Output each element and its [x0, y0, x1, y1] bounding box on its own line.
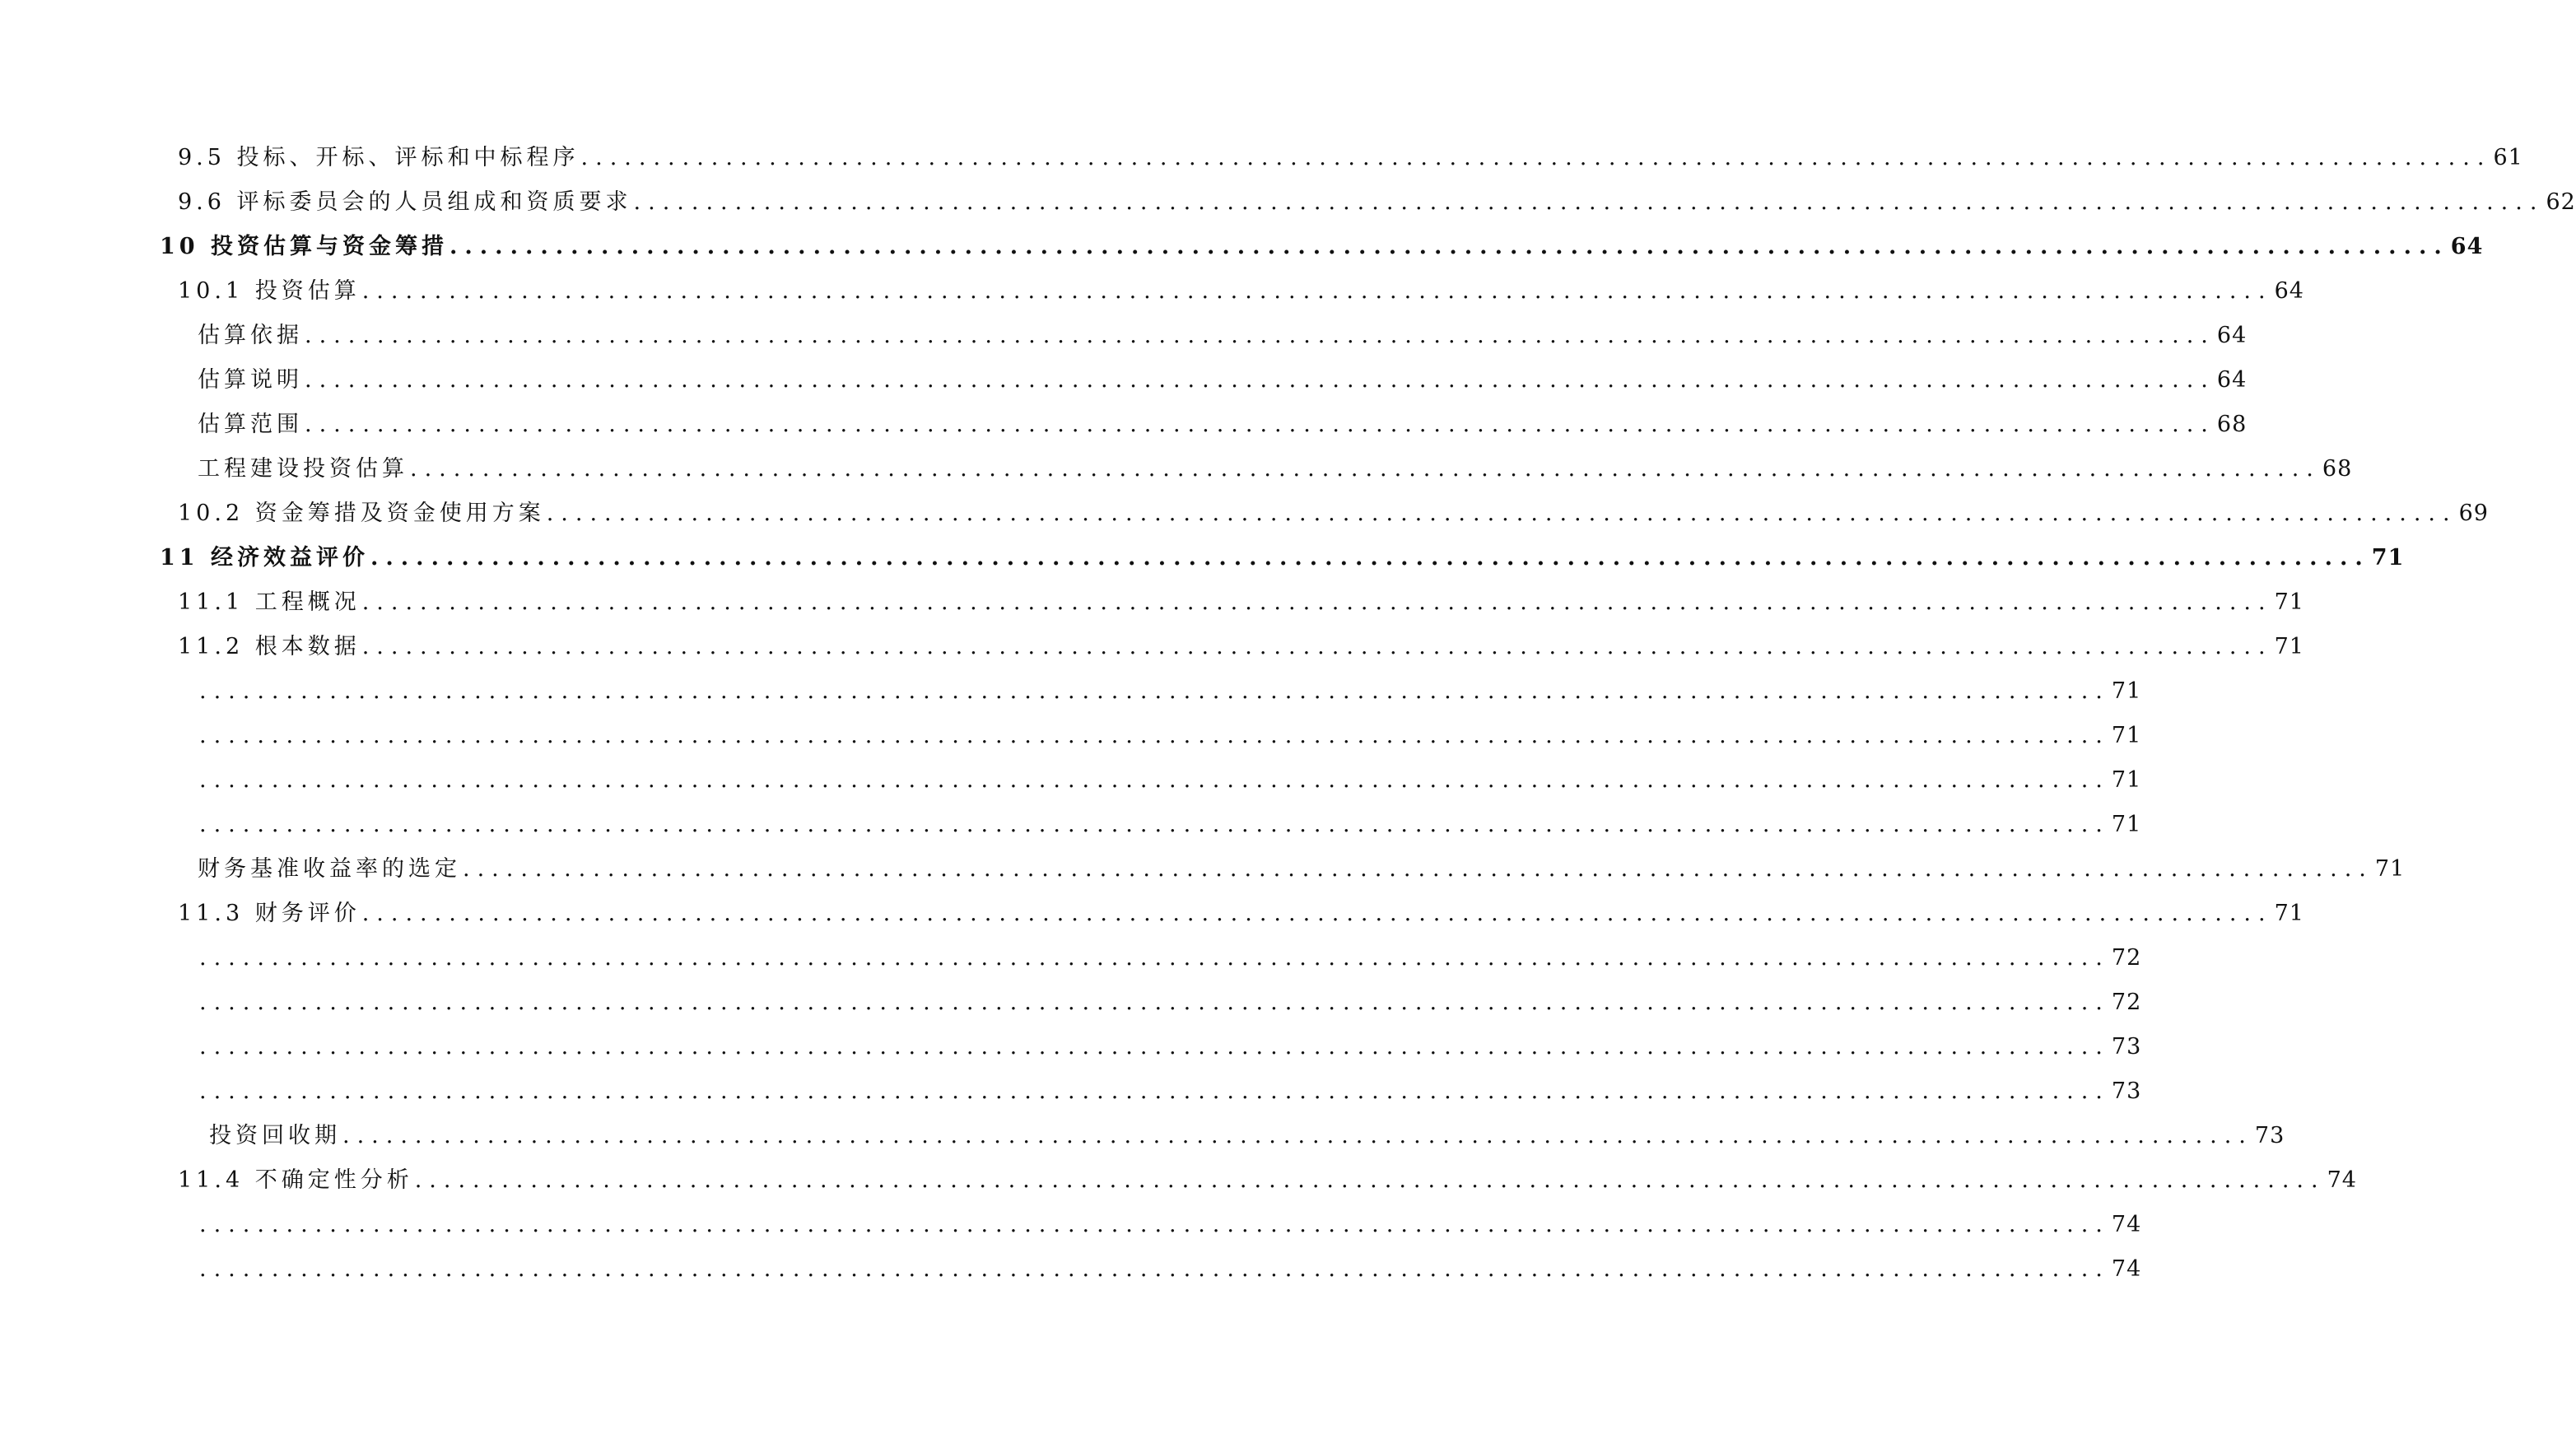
- toc-entry-page: 61: [2493, 145, 2523, 170]
- toc-subentry-page: 73: [2111, 1034, 2142, 1060]
- toc-subentry[interactable]: [198, 408, 2248, 441]
- toc-entry[interactable]: [178, 186, 2576, 219]
- toc-subentry-page: 73: [2254, 1123, 2285, 1148]
- dot-leader: ....................................................................................................................................: [361, 278, 2273, 304]
- toc-entry[interactable]: [178, 497, 2489, 530]
- dot-leader: ....................................................................................................................................: [199, 812, 2110, 837]
- toc-subentry[interactable]: [198, 1209, 2142, 1241]
- toc-chapter[interactable]: [160, 231, 2484, 263]
- toc-entry-title: 11.2 根本数据: [178, 634, 361, 659]
- dot-leader: ....................................................................................................................................: [199, 723, 2110, 748]
- dot-leader: ....................................................................................................................................: [633, 189, 2545, 215]
- toc-entry-title: 11.4 不确定性分析: [178, 1167, 413, 1193]
- toc-subentry-title: 估算依据: [198, 323, 303, 348]
- dot-leader: ....................................................................................................................................: [361, 901, 2273, 926]
- toc-entry[interactable]: [178, 1164, 2357, 1197]
- toc-subentry-page: 74: [2111, 1212, 2142, 1237]
- toc-subentry[interactable]: [209, 1120, 2285, 1153]
- toc-subentry[interactable]: [198, 675, 2142, 708]
- toc-subentry-page: 74: [2111, 1256, 2142, 1282]
- dot-leader: ....................................................................................................................................: [580, 145, 2492, 170]
- dot-leader: ....................................................................................................................................: [410, 456, 2321, 482]
- toc-subentry-page: 72: [2111, 945, 2142, 971]
- toc-entry[interactable]: [178, 142, 2523, 175]
- dot-leader: ....................................................................................................................................: [463, 856, 2373, 882]
- dot-leader: ....................................................................................................................................: [361, 589, 2273, 615]
- toc-chapter[interactable]: [160, 542, 2405, 575]
- dot-leader: ....................................................................................................................................: [414, 1167, 2326, 1193]
- toc-subentry[interactable]: [198, 364, 2248, 397]
- toc-subentry-title: 财务基准收益率的选定: [198, 856, 461, 882]
- toc-chapter-title: 10 投资估算与资金筹措: [160, 234, 448, 259]
- dot-leader: ....................................................................................................................................: [199, 767, 2110, 793]
- toc-subentry-title: 投资回收期: [209, 1123, 341, 1148]
- toc-subentry-page: 73: [2111, 1078, 2142, 1104]
- toc-subentry[interactable]: [198, 1253, 2142, 1286]
- toc-entry-page: 71: [2274, 901, 2304, 926]
- toc-entry-page: 74: [2327, 1167, 2357, 1193]
- toc-subentry-page: 71: [2374, 856, 2406, 882]
- toc-subentry[interactable]: [198, 1075, 2142, 1108]
- dot-leader: ....................................................................................................................................: [361, 634, 2273, 659]
- dot-leader: ....................................................................................................................................: [305, 367, 2215, 393]
- dot-leader: ....................................................................................................................................: [546, 501, 2457, 526]
- toc-entry-title: 9.6 评标委员会的人员组成和资质要求: [178, 189, 632, 215]
- toc-subentry[interactable]: [198, 764, 2142, 797]
- toc-subentry[interactable]: [198, 453, 2353, 486]
- toc-subentry[interactable]: [198, 319, 2248, 352]
- toc-entry-page: 71: [2274, 589, 2304, 615]
- toc-subentry[interactable]: [198, 942, 2142, 975]
- dot-leader: ....................................................................................................................................: [305, 412, 2215, 437]
- toc-subentry-page: 68: [2322, 456, 2353, 482]
- toc-subentry-title: 估算说明: [198, 367, 303, 393]
- toc-subentry-page: 72: [2111, 990, 2142, 1015]
- dot-leader: ....................................................................................................................................: [370, 545, 2370, 571]
- toc-chapter-title: 11 经济效益评价: [160, 545, 369, 571]
- toc-subentry-page: 68: [2216, 412, 2248, 437]
- toc-subentry-page: 71: [2111, 812, 2142, 837]
- toc-entry[interactable]: [178, 631, 2304, 664]
- dot-leader: ....................................................................................................................................: [199, 1078, 2110, 1104]
- toc-entry-title: 10.1 投资估算: [178, 278, 361, 304]
- toc-entry-title: 10.2 资金筹措及资金使用方案: [178, 501, 545, 526]
- toc-subentry-page: 71: [2111, 767, 2142, 793]
- toc-entry-page: 64: [2274, 278, 2304, 304]
- toc-subentry[interactable]: [198, 986, 2142, 1019]
- toc-chapter-page: 71: [2371, 545, 2405, 571]
- toc-subentry[interactable]: [198, 853, 2406, 886]
- toc-subentry-page: 64: [2216, 323, 2248, 348]
- toc-subentry[interactable]: [198, 1031, 2142, 1064]
- toc-subentry-page: 71: [2111, 678, 2142, 704]
- toc-entry-page: 69: [2458, 501, 2489, 526]
- toc-subentry-page: 71: [2111, 723, 2142, 748]
- dot-leader: ....................................................................................................................................: [305, 323, 2215, 348]
- toc-entry[interactable]: [178, 897, 2304, 930]
- toc-chapter-page: 64: [2450, 234, 2484, 259]
- toc-entry-page: 62: [2546, 189, 2576, 215]
- dot-leader: ....................................................................................................................................: [342, 1123, 2253, 1148]
- toc-subentry-page: 64: [2216, 367, 2248, 393]
- toc-subentry[interactable]: [198, 808, 2142, 841]
- dot-leader: ....................................................................................................................................: [199, 1256, 2110, 1282]
- toc-subentry[interactable]: [198, 720, 2142, 752]
- toc-subentry-title: 工程建设投资估算: [198, 456, 408, 482]
- toc-entry[interactable]: [178, 275, 2304, 308]
- dot-leader: ....................................................................................................................................: [199, 1212, 2110, 1237]
- dot-leader: ....................................................................................................................................: [199, 1034, 2110, 1060]
- dot-leader: ....................................................................................................................................: [449, 234, 2449, 259]
- toc-subentry-title: 估算范围: [198, 412, 303, 437]
- toc-entry-title: 11.1 工程概况: [178, 589, 361, 615]
- toc-entry-title: 9.5 投标、开标、评标和中标程序: [178, 145, 580, 170]
- toc-entry-title: 11.3 财务评价: [178, 901, 361, 926]
- toc-entry[interactable]: [178, 586, 2304, 619]
- dot-leader: ....................................................................................................................................: [199, 990, 2110, 1015]
- toc-entry-page: 71: [2274, 634, 2304, 659]
- dot-leader: ....................................................................................................................................: [199, 678, 2110, 704]
- dot-leader: ....................................................................................................................................: [199, 945, 2110, 971]
